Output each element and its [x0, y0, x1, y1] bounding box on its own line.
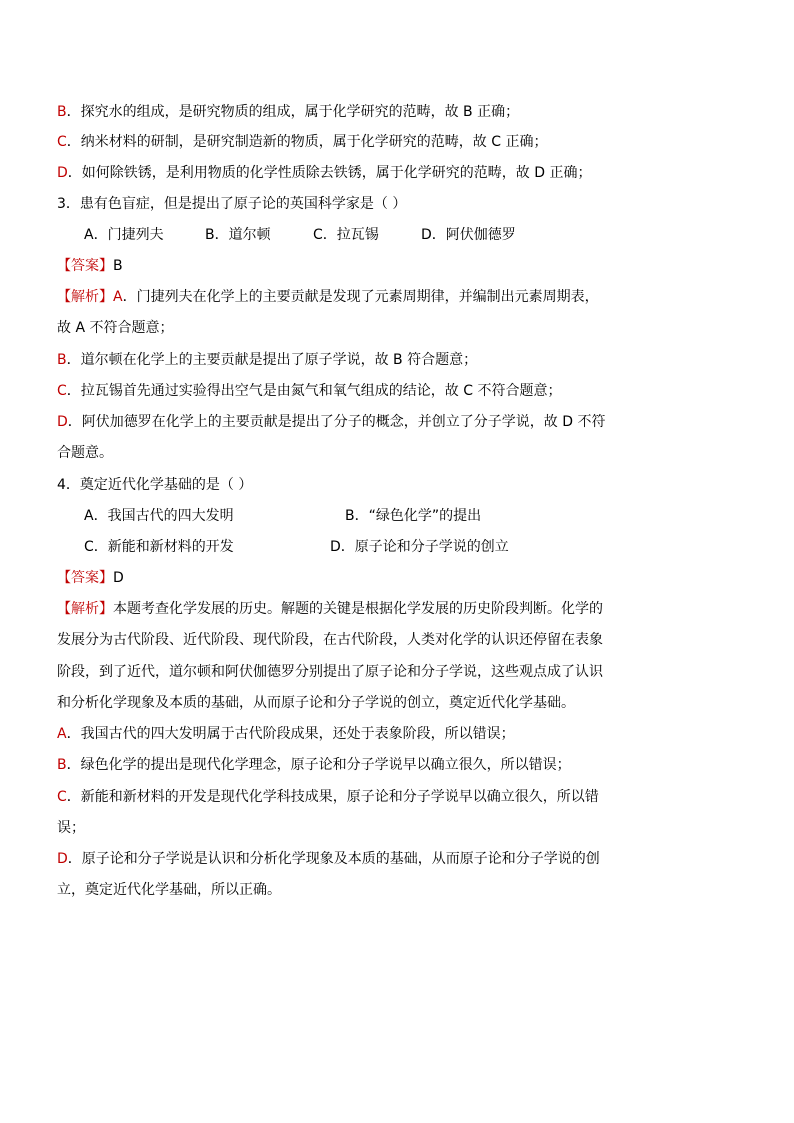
answer-value: D [113, 570, 124, 586]
question-4-analysis-line-2: 发展分为古代阶段、近代阶段、现代阶段，在古代阶段，人类对化学的认识还停留在表象 [57, 632, 603, 648]
question-4-analysis-line-4: 和分析化学现象及本质的基础，从而原子论和分子学说的创立，奠定近代化学基础。 [57, 695, 575, 711]
option-letter: C [57, 134, 67, 150]
question-4-analysis-b: B．绿色化学的提出是现代化学理念，原子论和分子学说早以确立很久，所以错误； [57, 757, 571, 773]
question-4-analysis-line-3: 阶段，到了近代，道尔顿和阿伏伽德罗分别提出了原子论和分子学说，这些观点成了认识 [57, 664, 603, 680]
analysis-label: 【解析】 [57, 289, 113, 305]
option-d: D．阿伏伽德罗 [421, 227, 516, 243]
prev-analysis-b: B．探究水的组成，是研究物质的组成，属于化学研究的范畴，故 B 正确； [57, 104, 520, 120]
option-letter: D [57, 165, 68, 181]
option-b: B．道尔顿 [205, 227, 271, 243]
prev-analysis-c: C．纳米材料的研制，是研究制造新的物质，属于化学研究的范畴，故 C 正确； [57, 134, 548, 150]
question-3-stem: 3．患有色盲症，但是提出了原子论的英国科学家是（ ） [57, 196, 407, 212]
option-b: B．“绿色化学”的提出 [345, 508, 482, 524]
question-4-options-row2 [0, 537, 794, 557]
option-c: C．新能和新材料的开发 [84, 539, 234, 555]
question-4-analysis-d-cont: 立，奠定近代化学基础，所以正确。 [57, 882, 281, 898]
question-4-analysis-d: D．原子论和分子学说是认识和分析化学现象及本质的基础，从而原子论和分子学说的创 [57, 851, 600, 867]
option-a: A．我国古代的四大发明 [84, 508, 234, 524]
question-3-analysis-a-cont: 故 A 不符合题意； [57, 320, 174, 336]
option-c: C．拉瓦锡 [313, 227, 379, 243]
question-4-analysis-a: A．我国古代的四大发明属于古代阶段成果，还处于表象阶段，所以错误； [57, 726, 515, 742]
answer-value: B [113, 258, 123, 274]
question-4-analysis-c: C．新能和新材料的开发是现代化学科技成果，原子论和分子学说早以确立很久，所以错 [57, 789, 599, 805]
question-4-analysis-line-1: 【解析】本题考查化学发展的历史。解题的关键是根据化学发展的历史阶段判断。化学的 [57, 601, 603, 617]
question-3-answer [57, 256, 123, 276]
option-a: A．门捷列夫 [84, 227, 164, 243]
answer-label: 【答案】 [57, 258, 113, 274]
question-3-analysis-a: 【解析】A．门捷列夫在化学上的主要贡献是发现了元素周期律，并编制出元素周期表， [57, 289, 599, 305]
question-4-options-row1 [0, 506, 794, 526]
prev-analysis-d: D．如何除铁锈，是利用物质的化学性质除去铁锈，属于化学研究的范畴，故 D 正确； [57, 165, 592, 181]
question-4-analysis-c-cont: 误； [57, 820, 85, 836]
question-4-stem: 4．奠定近代化学基础的是（ ） [57, 477, 253, 493]
question-4-answer [57, 568, 124, 588]
question-3-analysis-d: D．阿伏加德罗在化学上的主要贡献是提出了分子的概念，并创立了分子学说，故 D 不符 [57, 414, 606, 430]
option-d: D．原子论和分子学说的创立 [330, 539, 509, 555]
question-3-analysis-c: C．拉瓦锡首先通过实验得出空气是由氮气和氧气组成的结论，故 C 不符合题意； [57, 383, 562, 399]
question-3-analysis-d-cont: 合题意。 [57, 445, 113, 461]
question-3-analysis-b: B．道尔顿在化学上的主要贡献是提出了原子学说，故 B 符合题意； [57, 352, 478, 368]
analysis-label: 【解析】 [57, 601, 113, 617]
question-3-options [0, 225, 794, 245]
option-letter: B [57, 104, 67, 120]
answer-label: 【答案】 [57, 570, 113, 586]
